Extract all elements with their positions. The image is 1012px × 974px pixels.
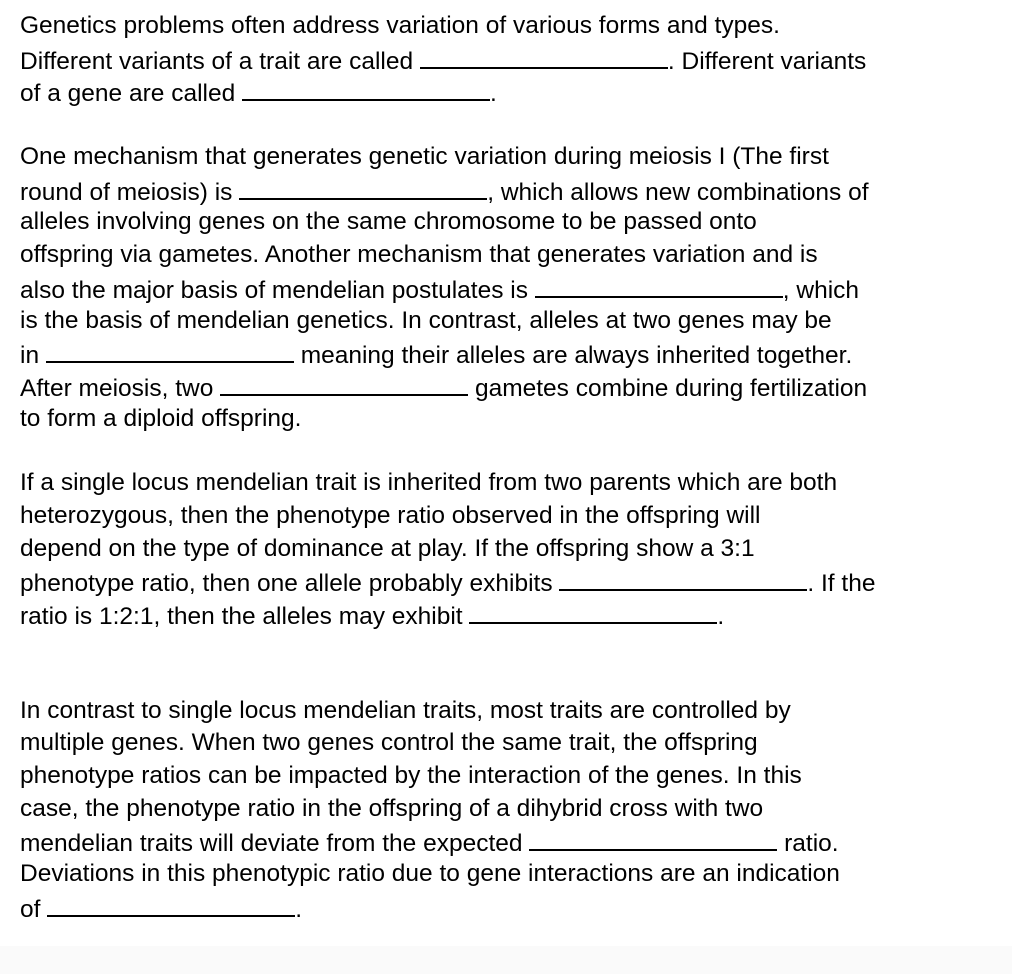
text-segment: Different variants of a trait are called — [20, 47, 420, 75]
text-segment: phenotype ratio, then one allele probably exhibits — [20, 570, 560, 598]
text-line — [20, 370, 995, 403]
text-segment: of a gene are called — [20, 80, 243, 108]
text-segment: of — [20, 895, 48, 923]
text-segment: depend on the type of dominance at play. If the offspring show a 3:1 — [20, 534, 755, 562]
text-segment: , which — [782, 276, 860, 304]
text-line — [20, 272, 995, 305]
text-line — [20, 598, 995, 631]
text-segment: also the major basis of mendelian postulates is — [20, 276, 535, 304]
fill-in-blank[interactable] — [420, 43, 668, 69]
text-segment: to form a diploid offspring. — [20, 404, 302, 432]
text-line — [20, 239, 995, 272]
fill-in-blank[interactable] — [535, 272, 783, 298]
worksheet-document — [20, 10, 995, 924]
text-segment: case, the phenotype ratio in the offspring of a dihybrid cross with two — [20, 794, 764, 822]
paragraph-2 — [20, 141, 995, 435]
text-line — [20, 337, 995, 370]
text-segment: is the basis of mendelian genetics. In contrast, alleles at two genes may be — [20, 306, 832, 334]
text-segment: gametes combine during fertilization — [468, 374, 868, 402]
text-segment: After meiosis, two — [20, 374, 221, 402]
paragraph-3 — [20, 467, 995, 630]
text-line — [20, 141, 995, 174]
text-line — [20, 43, 995, 76]
fill-in-blank[interactable] — [469, 598, 717, 624]
paragraph-spacer — [20, 435, 995, 467]
text-line — [20, 467, 995, 500]
text-segment: If a single locus mendelian trait is inherited from two parents which are both — [20, 469, 838, 497]
text-segment: in — [20, 342, 46, 370]
text-segment: . — [295, 895, 303, 923]
fill-in-blank[interactable] — [239, 174, 487, 200]
text-line — [20, 174, 995, 207]
text-segment: meaning their alleles are always inherited together. — [293, 342, 853, 370]
text-segment: ratio is 1:2:1, then the alleles may exhibit — [20, 603, 470, 630]
text-line — [20, 75, 995, 108]
fill-in-blank[interactable] — [529, 825, 777, 851]
text-segment: . — [717, 603, 725, 630]
text-segment: . — [490, 80, 497, 108]
text-line — [20, 565, 995, 598]
text-segment: Deviations in this phenotypic ratio due to gene interactions are an indication — [20, 860, 840, 888]
text-segment: , which allows new combinations of — [487, 178, 869, 206]
text-segment: round of meiosis) is — [20, 178, 240, 206]
text-segment: mendelian traits will deviate from the expected — [20, 830, 530, 858]
text-line — [20, 891, 995, 924]
text-line — [20, 695, 995, 728]
text-line — [20, 305, 995, 338]
paragraph-spacer — [20, 631, 995, 695]
text-segment: In contrast to single locus mendelian traits, most traits are controlled by — [20, 696, 791, 724]
text-line — [20, 533, 995, 566]
text-segment: alleles involving genes on the same chromosome to be passed onto — [20, 208, 757, 236]
text-segment: One mechanism that generates genetic variation during meiosis I (The first — [20, 143, 829, 171]
text-line — [20, 10, 995, 43]
text-segment: heterozygous, then the phenotype ratio observed in the offspring will — [20, 501, 761, 529]
fill-in-blank[interactable] — [46, 337, 294, 363]
text-line — [20, 760, 995, 793]
fill-in-blank[interactable] — [220, 370, 468, 396]
text-line — [20, 825, 995, 858]
fill-in-blank[interactable] — [242, 75, 490, 101]
text-line — [20, 858, 995, 891]
fill-in-blank[interactable] — [47, 891, 295, 917]
text-line — [20, 500, 995, 533]
fill-in-blank[interactable] — [559, 565, 807, 591]
text-line — [20, 403, 995, 436]
text-segment: offspring via gametes. Another mechanism that generates variation and is — [20, 241, 818, 269]
paragraph-4 — [20, 695, 995, 924]
text-segment: . Different variants — [667, 47, 867, 75]
text-segment: . If the — [807, 570, 876, 598]
text-segment: multiple genes. When two genes control the same trait, the offspring — [20, 729, 758, 757]
text-segment: Genetics problems often address variation of various forms and types. — [20, 12, 780, 39]
text-line — [20, 206, 995, 239]
paragraph-spacer — [20, 108, 995, 141]
text-segment: phenotype ratios can be impacted by the interaction of the genes. In this — [20, 762, 802, 790]
paragraph-1 — [20, 10, 995, 108]
text-line — [20, 727, 995, 760]
text-segment: ratio. — [777, 830, 839, 858]
page-bottom-band — [0, 946, 1012, 974]
text-line — [20, 793, 995, 826]
